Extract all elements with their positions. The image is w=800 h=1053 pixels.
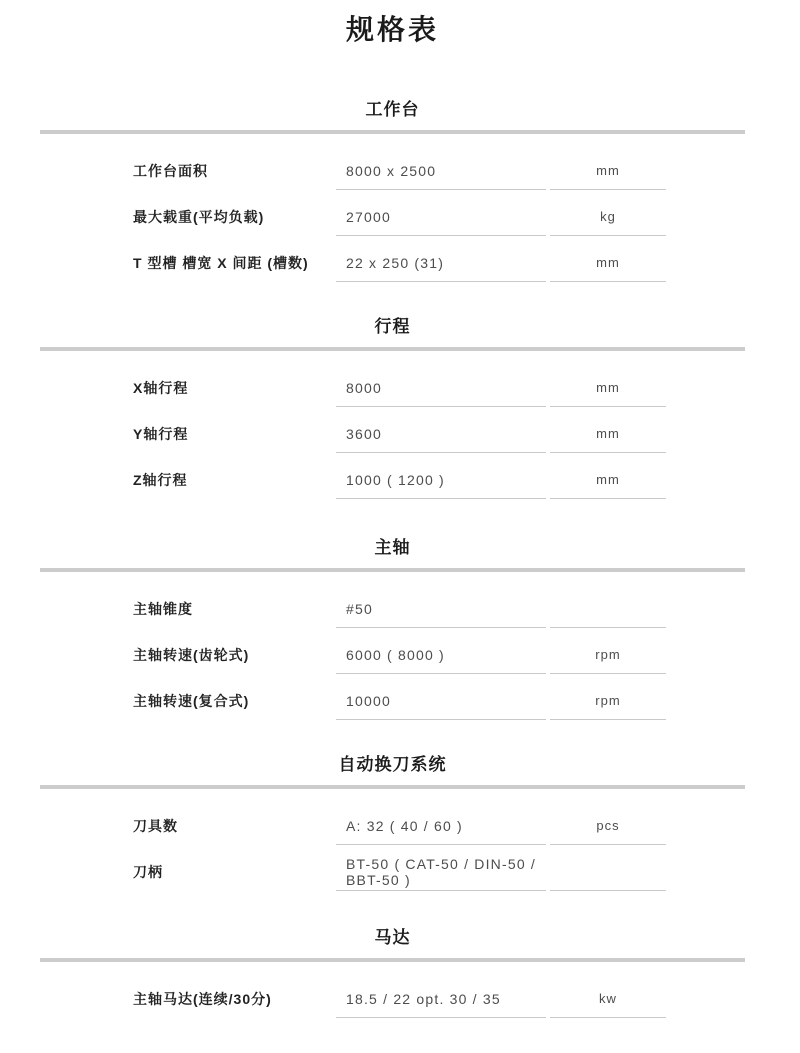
table-row	[40, 845, 745, 891]
section-heading: 行程	[374, 317, 411, 336]
row-value: 1000 ( 1200 )	[336, 461, 546, 499]
row-label: Z轴行程	[133, 472, 188, 488]
row-unit: mm	[550, 415, 666, 453]
row-label: 刀柄	[133, 864, 163, 880]
section-heading: 工作台	[365, 100, 420, 119]
table-row	[40, 799, 745, 845]
section-heading: 自动换刀系统	[338, 755, 447, 774]
row-label: 工作台面积	[133, 163, 208, 179]
row-label: Y轴行程	[133, 426, 189, 442]
row-unit: mm	[550, 461, 666, 499]
row-unit: kw	[550, 980, 666, 1018]
row-unit	[550, 590, 666, 628]
section-worktable	[40, 101, 745, 282]
table-row	[40, 144, 745, 190]
row-label: T 型槽 槽宽 X 间距 (槽数)	[133, 255, 309, 271]
row-value: 22 x 250 (31)	[336, 244, 546, 282]
row-label: 主轴锥度	[133, 601, 193, 617]
row-unit: mm	[550, 152, 666, 190]
table-row	[40, 361, 745, 407]
section-atc	[40, 756, 745, 891]
table-row	[40, 582, 745, 628]
row-unit: pcs	[550, 807, 666, 845]
row-unit: kg	[550, 198, 666, 236]
row-value: BT-50 ( CAT-50 / DIN-50 / BBT-50 )	[336, 853, 546, 891]
row-value: 8000 x 2500	[336, 152, 546, 190]
section-heading: 主轴	[374, 538, 411, 557]
table-row	[40, 628, 745, 674]
section-travel	[40, 318, 745, 499]
row-unit	[550, 853, 666, 891]
row-unit: rpm	[550, 636, 666, 674]
table-row	[40, 190, 745, 236]
row-label: 主轴马达(连续/30分)	[133, 991, 272, 1007]
table-row	[40, 972, 745, 1018]
row-value: A: 32 ( 40 / 60 )	[336, 807, 546, 845]
row-label: 主轴转速(复合式)	[133, 693, 250, 709]
table-row	[40, 236, 745, 282]
row-label: X轴行程	[133, 380, 189, 396]
row-value: 18.5 / 22 opt. 30 / 35	[336, 980, 546, 1018]
row-value: 8000	[336, 369, 546, 407]
spec-sheet	[40, 0, 745, 1018]
row-label: 主轴转速(齿轮式)	[133, 647, 250, 663]
section-motor	[40, 929, 745, 1018]
table-row	[40, 674, 745, 720]
row-unit: mm	[550, 244, 666, 282]
row-value: 6000 ( 8000 )	[336, 636, 546, 674]
row-label: 刀具数	[133, 818, 178, 834]
row-label: 最大载重(平均负载)	[133, 209, 265, 225]
row-unit: mm	[550, 369, 666, 407]
page-title: 规格表	[345, 14, 439, 45]
row-value: 27000	[336, 198, 546, 236]
section-heading: 马达	[374, 928, 411, 947]
table-row	[40, 407, 745, 453]
row-unit: rpm	[550, 682, 666, 720]
table-row	[40, 453, 745, 499]
row-value: 3600	[336, 415, 546, 453]
section-spindle	[40, 539, 745, 720]
row-value: #50	[336, 590, 546, 628]
row-value: 10000	[336, 682, 546, 720]
